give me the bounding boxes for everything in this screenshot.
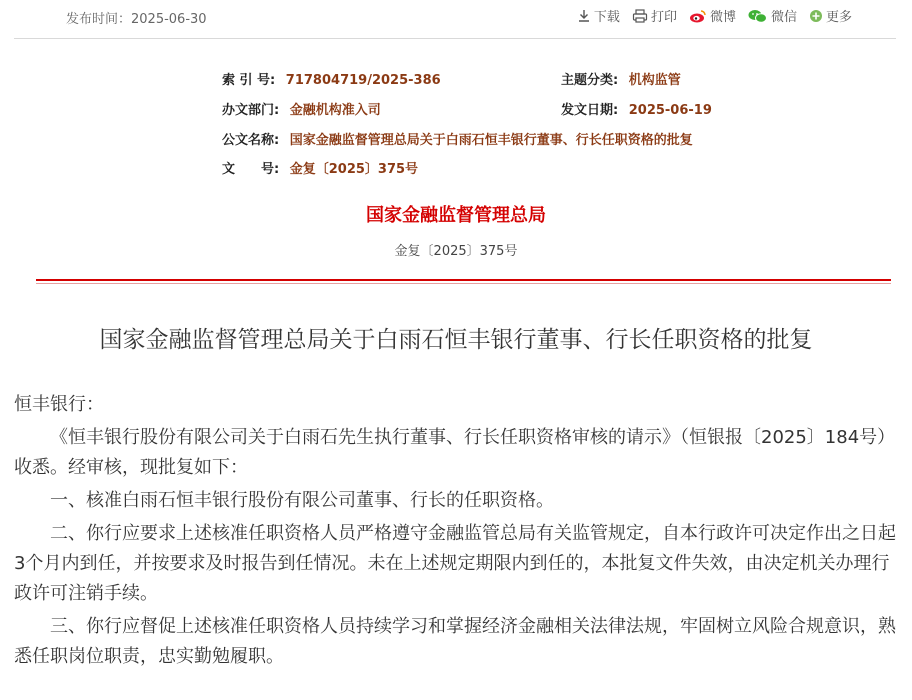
issue-date-label: 发文日期:: [561, 103, 619, 118]
topic-label: 主题分类:: [561, 73, 619, 88]
department-label: 办文部门:: [222, 103, 280, 118]
wechat-label: 微信: [770, 10, 797, 25]
document-name-label: 公文名称:: [222, 133, 280, 148]
red-divider-shadow: [36, 283, 891, 284]
index-number-row: [222, 69, 441, 88]
issuing-agency: 国家金融监督管理总局: [366, 205, 546, 226]
document-title: 国家金融监督管理总局关于白雨石恒丰银行董事、行长任职资格的批复: [99, 327, 813, 353]
download-label: 下载: [593, 10, 620, 25]
body-paragraph: 一、核准白雨石恒丰银行股份有限公司董事、行长的任职资格。: [50, 490, 554, 511]
document-number-value: 金复〔2025〕375号: [289, 162, 419, 177]
body-paragraph: 二、你行应要求上述核准任职资格人员严格遵守金融监管总局有关监管规定，自本行政许可决定作出之日起3个月内到任，并按要求及时报告到任情况。未在上述规定期限内到任的，本批复文件失效，由决定机关办理行政许可注销手续。: [14, 523, 896, 604]
index-number-label: 索 引 号:: [222, 73, 276, 88]
document-metadata: [0, 0, 912, 190]
document-name-row: [222, 129, 693, 148]
topic-row: [561, 69, 681, 88]
salutation: 恒丰银行：: [14, 394, 104, 415]
document-number: 金复〔2025〕375号: [394, 244, 518, 259]
document-name-value: 国家金融监督管理总局关于白雨石恒丰银行董事、行长任职资格的批复: [289, 133, 693, 148]
issue-date-row: [561, 99, 712, 118]
document-number-label: 文 号:: [222, 162, 280, 177]
publish-label: 发布时间：: [66, 12, 132, 27]
issue-date-value: 2025-06-19: [628, 103, 712, 118]
document-body: [14, 390, 898, 675]
index-number-value: 717804719/2025-386: [285, 73, 441, 88]
department-row: [222, 99, 381, 118]
print-label: 打印: [650, 10, 677, 25]
more-label: 更多: [825, 10, 852, 25]
department-value: 金融机构准入司: [289, 103, 381, 118]
topic-value: 机构监管: [628, 73, 681, 88]
document-number-row: [222, 158, 418, 177]
weibo-label: 微博: [709, 10, 736, 25]
red-divider: [36, 279, 891, 281]
body-paragraph: 三、你行应督促上述核准任职资格人员持续学习和掌握经济金融相关法律法规，牢固树立风险合规意识，熟悉任职岗位职责，忠实勤勉履职。: [14, 616, 896, 667]
publish-date-value: 2025-06-30: [131, 12, 207, 27]
body-paragraph: 《恒丰银行股份有限公司关于白雨石先生执行董事、行长任职资格审核的请示》（恒银报〔2025〕184号）收悉。经审核，现批复如下：: [14, 427, 896, 478]
